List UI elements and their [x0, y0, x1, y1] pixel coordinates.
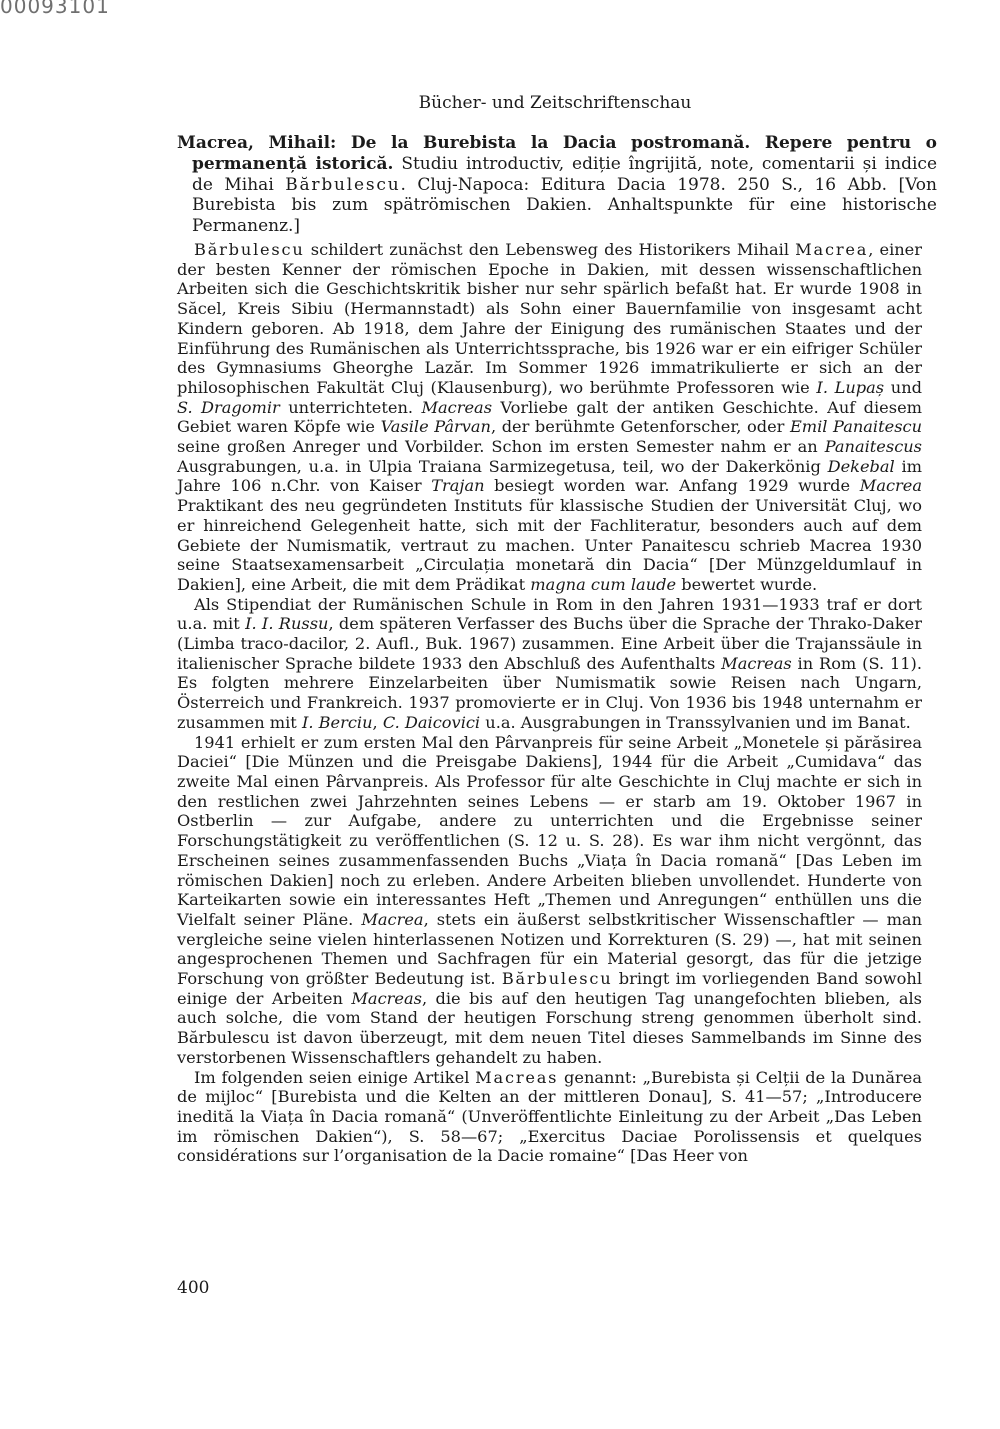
italic-text: C. Daicovici [382, 712, 481, 732]
text-segment: Im folgenden seien einige Artikel [194, 1067, 476, 1087]
text-segment: seine großen Anreger und Vorbilder. Schon im ersten Semester nahm er an [177, 437, 825, 457]
text-segment: , dem späteren Verfasser des Buchs über die Sprache der Thrako-Daker (Limba traco-dacilor, 2. Aufl., Buk. 1967) zusammen. Eine Arbeit über die Trajanssäule in italienischer Sprache bildete 1933 den Abschluß des Aufenthalts [177, 614, 922, 673]
text-segment: Praktikant des neu gegründeten Instituts für klassische Studien der Universität Cluj, wo er hinreichend Gelegenheit hatte, sich mit der Fachliteratur, besonders auch auf dem Gebiete der Numismatik, vertraut zu machen. Unter Panaitescu schrieb Macrea 1930 seine Staatsexamensarbeit „Circulația monetară din Dacia“ [Der Münzgeldumlauf in Dakien], eine Arbeit, die mit dem Prädikat [177, 496, 922, 594]
text-segment: 1941 erhielt er zum ersten Mal den Pârvanpreis für seine Arbeit „Monetele și părăsirea Daciei“ [Die Münzen und die Preisgabe Dakiens], 1944 für die Arbeit „Cumidava“ das zweite Mal einen Pârvanpreis. Als Professor für alte Geschichte in Cluj machte er sich in den restlichen zwei Jahrzehnten seines Lebens — er starb am 19. Oktober 1967 in Ostberlin — zur Aufgabe, andere zu unterrichten und die Ergebnisse seiner Forschungstätigkeit zu veröffentlichen (S. 12 u. S. 28). Es war ihm nicht vergönnt, das Erscheinen seines zusammenfassenden Buchs „Viața în Dacia romană“ [Das Leben im römischen Dakien] noch zu erleben. Andere Arbeiten blieben unvollendet. Hunderte von Karteikarten sowie ein interessantes Heft „Themen und Anregungen“ enthüllen uns die Vielfalt seiner Pläne. [177, 732, 922, 929]
book-publication: . Cluj-Napoca: Editura Dacia 1978. 250 S., 16 Abb. [Von Burebista bis zum spätrömischen Dakien. Anhaltspunkte für eine historische Permanenz.] [192, 174, 937, 237]
italic-text: magna cum laude [530, 574, 677, 594]
text-segment: , die bis auf den heutigen Tag unangefochten blieben, als auch solche, die vom Stand der heutigen Forschung streng genommen überholt sind. Bărbulescu ist davon überzeugt, mit dem neuen Titel dieses Sammelbands im Sinne des verstorbenen Wissenschaftlers gehandelt zu haben. [177, 988, 922, 1067]
italic-text: Vasile Pârvan [380, 417, 491, 437]
italic-text: I. I. Russu [245, 614, 329, 634]
text-segment: , [372, 712, 383, 732]
page-number: 400 [177, 1278, 210, 1298]
italic-text: Macrea [361, 909, 424, 929]
body-paragraph [177, 240, 922, 595]
italic-text: I. Lupaș [816, 377, 885, 397]
page-id: 00093101 [0, 0, 110, 18]
review-body [177, 240, 922, 1166]
book-details: Studiu introductiv, ediție îngrijită, note, comentarii și indice de Mihai [192, 153, 938, 195]
italic-text: S. Dragomir [177, 397, 280, 417]
body-paragraph [177, 1068, 922, 1167]
book-title: Macrea, Mihail: De la Burebista la Dacia postromană. Repere pentru o permanență istorică. [177, 133, 937, 174]
spaced-name: Macrea [795, 240, 869, 259]
italic-text: I. Berciu [301, 712, 373, 732]
text-segment: Ausgrabungen, u.a. in Ulpia Traiana Sarmizegetusa, teil, wo der Dakerkönig [177, 456, 828, 476]
text-segment: , stets ein äußerst selbstkritischer Wissenschaftler — man vergleiche seine vielen hinterlassenen Notizen und Korrekturen (S. 29) —, hat mit seinen angesprochenen Themen und Sachfragen für ein Material gesorgt, das für die jetzige Forschung von größter Bedeutung ist. [177, 909, 922, 989]
spaced-name: Bărbulescu [501, 969, 613, 989]
italic-text: Macrea [859, 476, 923, 496]
body-paragraph [177, 733, 922, 1068]
text-segment: Vorliebe galt der antiken Geschichte. Auf diesem Gebiet waren Köpfe wie [177, 397, 922, 437]
italic-text: Macreas [721, 653, 792, 673]
text-segment: unterrichteten. [279, 397, 422, 417]
text-segment: und [884, 377, 922, 397]
italic-text: Macreas [421, 397, 493, 417]
italic-text: Panaitescus [824, 437, 922, 457]
spaced-name: Bărbulescu [194, 240, 305, 259]
bibliographic-entry [177, 133, 937, 237]
spaced-name: Macreas [475, 1067, 559, 1087]
text-segment: , einer der besten Kenner der römischen Epoche in Dakien, mit dessen wissenschaftlichen Arbeiten sich die Geschichtskritik bisher nur sehr spärlich befaßt hat. Er wurde 1908 in Săcel, Kreis Sibiu (Hermannstadt) als Sohn einer Bauernfamilie von insgesamt acht Kindern geboren. Ab 1918, dem Jahre der Einigung des rumänischen Staates und der Einführung des Rumänischen als Unterrichtssprache, bis 1926 war er ein eifriger Schüler des Gymnasiums Gheorghe Lazăr. Im Sommer 1926 immatrikulierte er sich an der philosophischen Fakultät Cluj (Klausenburg), wo berühmte Professoren wie [177, 240, 922, 397]
text-segment: bewertet wurde. [676, 574, 818, 594]
book-editor: Bărbulescu [285, 174, 401, 195]
italic-text: Macreas [351, 988, 422, 1008]
text-segment: genannt: „Burebista și Celții de la Dunărea de mijloc“ [Burebista und die Kelten an der mittleren Donau], S. 41—57; „Introducere inedită la Viața în Dacia romană“ (Unveröffentlichte Einleitung zu der Arbeit „Das Leben im römischen Dakien“), S. 58—67; „Exercitus Daciae Porolissensis et quelques considérations sur l’organisation de la Dacie romaine“ [Das Heer von [177, 1067, 922, 1166]
text-segment: Als Stipendiat der Rumänischen Schule in Rom in den Jahren 1931—1933 traf er dort u.a. mit [177, 594, 922, 634]
italic-text: Trajan [431, 476, 485, 496]
italic-text: Emil Panaitescu [789, 417, 922, 437]
text-segment: besiegt worden war. Anfang 1929 wurde [484, 476, 860, 496]
text-segment: , der berühmte Getenforscher, oder [491, 417, 790, 437]
body-paragraph [177, 595, 922, 733]
text-segment: in Rom (S. 11). Es folgten mehrere Einzelarbeiten über Numismatik sowie Reisen nach Ungarn, Österreich und Frankreich. 1937 promovierte er in Cluj. Von 1936 bis 1948 unternahm er zusammen mit [177, 653, 922, 732]
text-segment: bringt im vorliegenden Band sowohl einige der Arbeiten [177, 969, 923, 1008]
text-segment: u.a. Ausgrabungen in Transsylvanien und im Banat. [480, 712, 911, 732]
italic-text: Dekebal [827, 456, 895, 476]
running-header: Bücher- und Zeitschriftenschau [418, 93, 692, 113]
text-segment: schildert zunächst den Lebensweg des Historikers Mihail [304, 240, 796, 259]
text-segment: im Jahre 106 n.Chr. von Kaiser [177, 456, 922, 496]
